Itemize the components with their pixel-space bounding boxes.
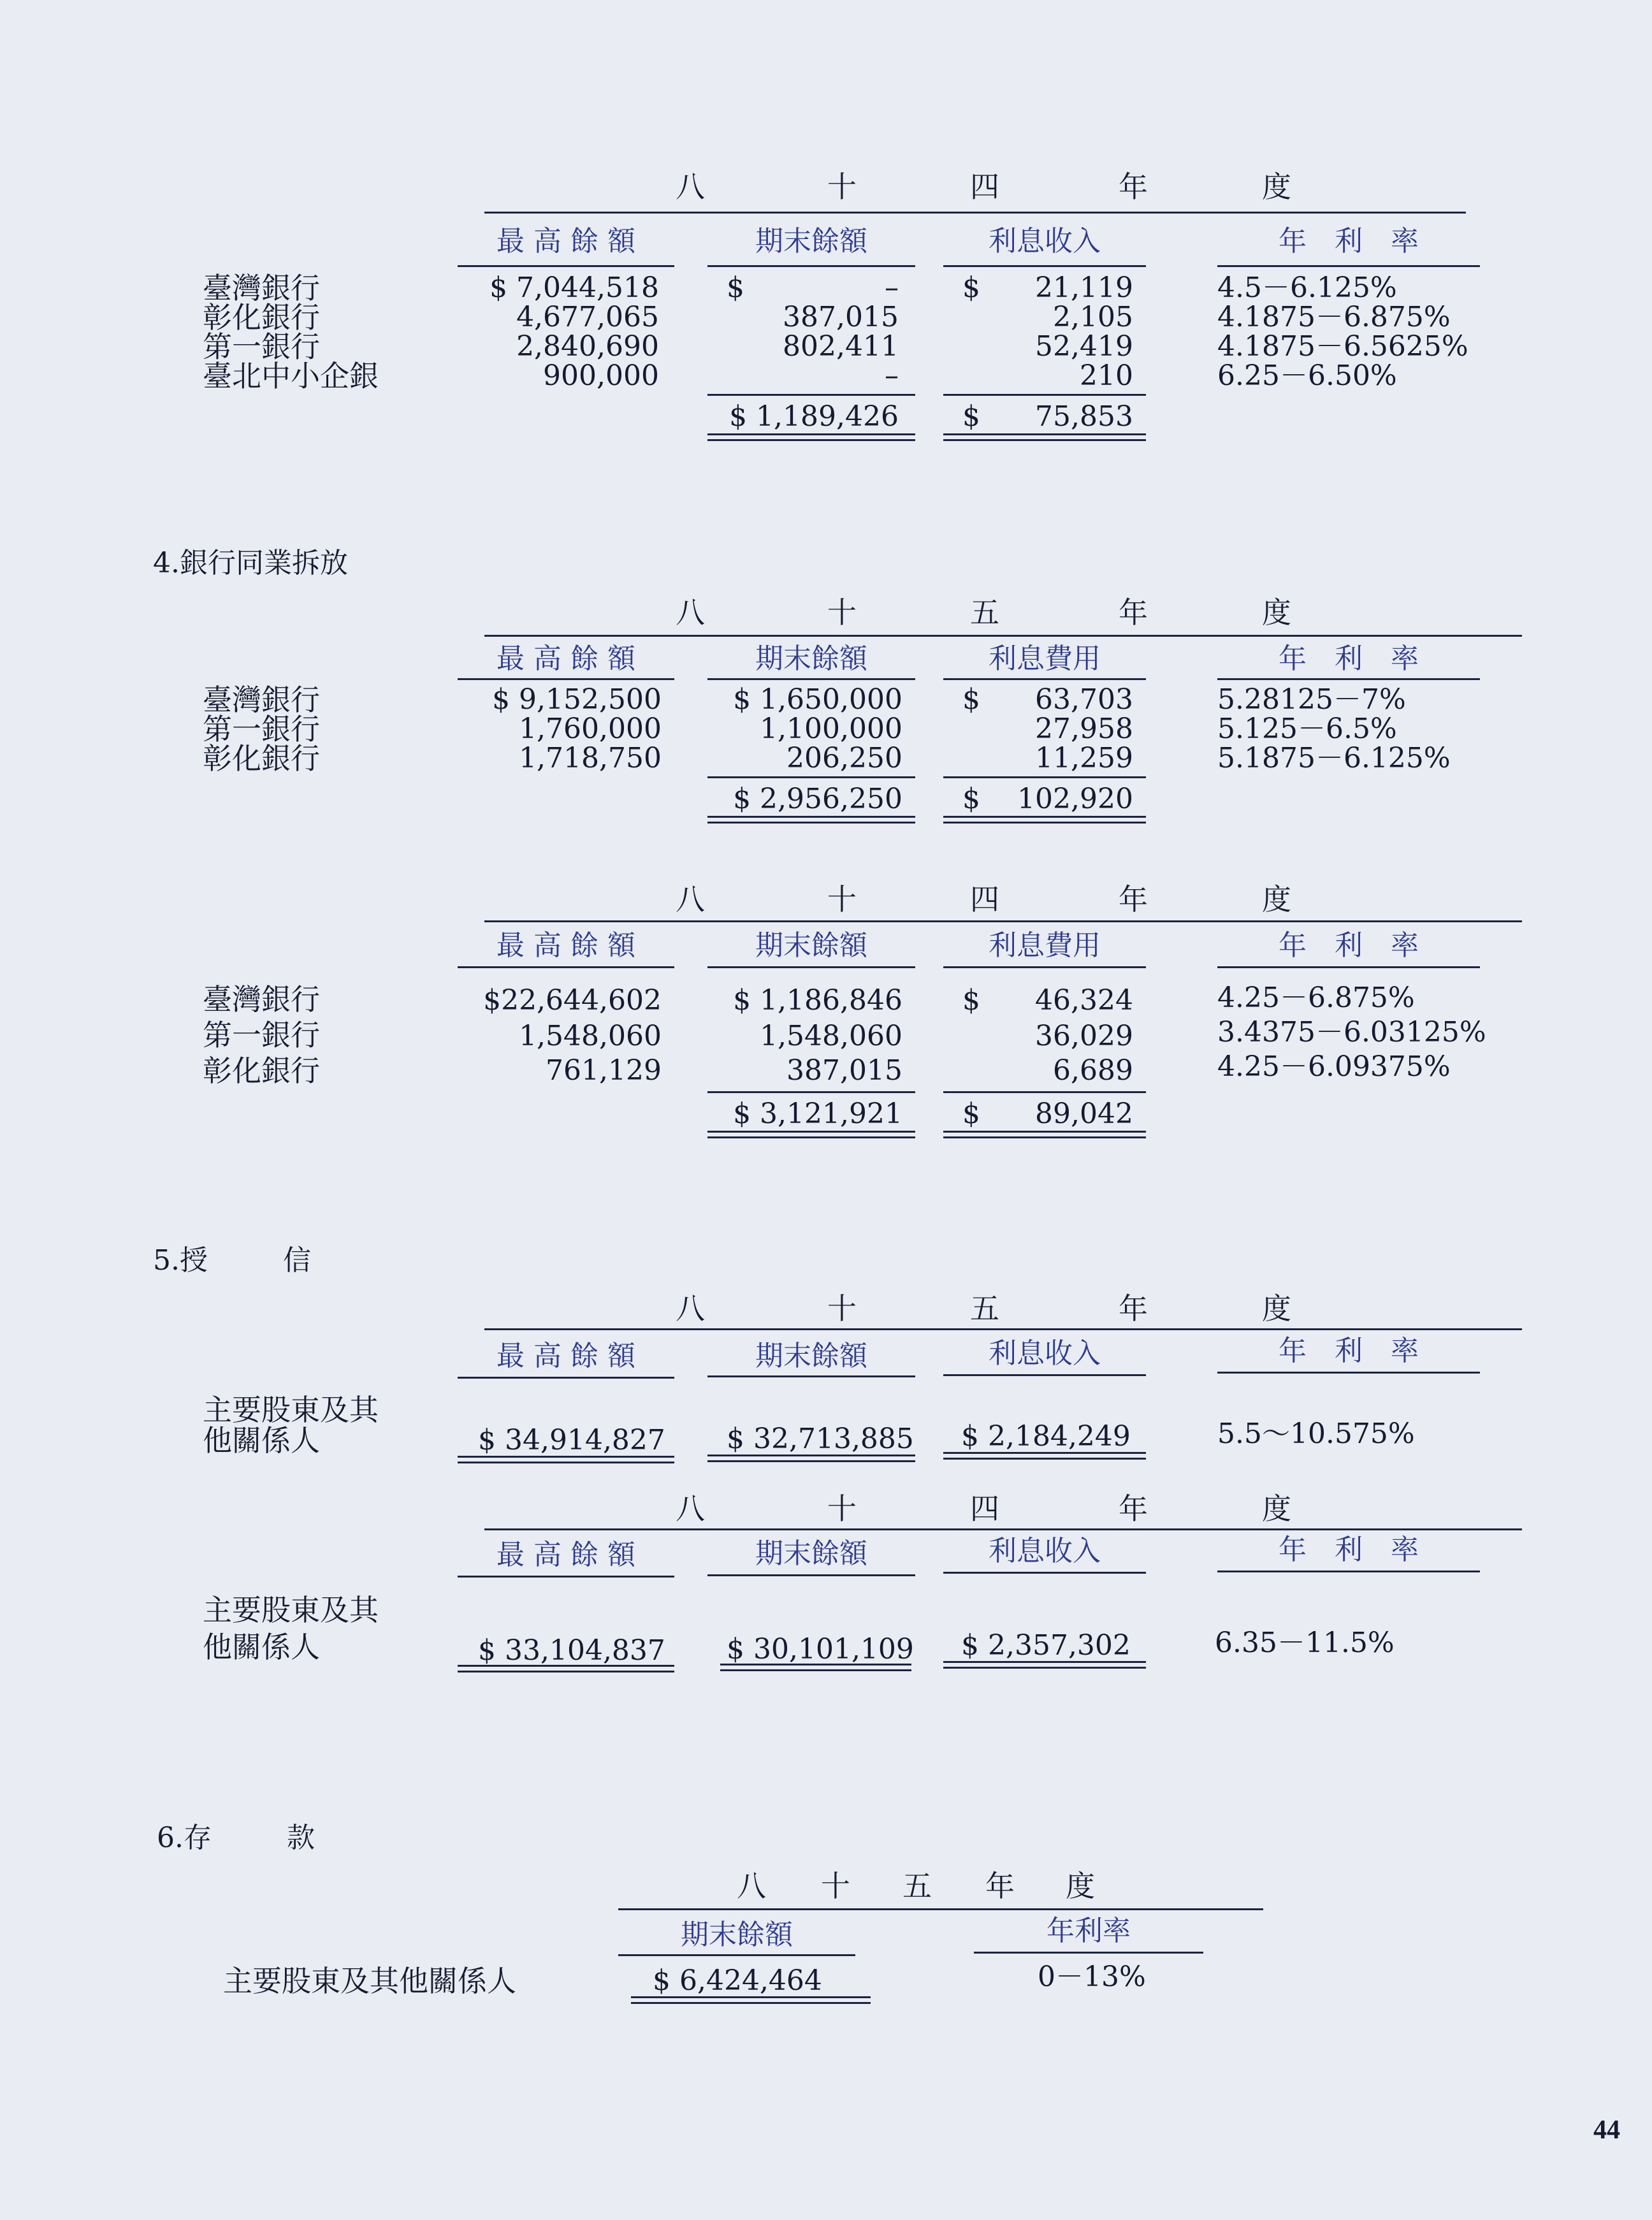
double-underline [943, 433, 1146, 441]
header-underline [707, 1574, 915, 1576]
section-title: 4.銀行同業拆放 [153, 547, 348, 579]
sum-line [943, 394, 1146, 396]
header-underline [458, 678, 674, 680]
header-underline [1217, 265, 1480, 267]
header-underline [458, 1377, 674, 1379]
annual-rate: 6.35－11.5% [1215, 1627, 1395, 1659]
header-underline [1217, 1372, 1480, 1374]
year-char: 年 [1119, 882, 1148, 917]
end-balance: – [885, 272, 899, 304]
bank-name: 臺灣銀行 [203, 271, 320, 305]
double-underline [707, 1455, 915, 1462]
end-balance: 206,250 [786, 742, 902, 774]
double-underline [631, 1996, 871, 2004]
year-underline [484, 212, 1466, 214]
interest: 210 [1080, 359, 1133, 392]
annual-rate: 4.5－6.125% [1217, 272, 1397, 304]
year-underline [484, 1528, 1522, 1530]
year-char: 八 [676, 1491, 705, 1526]
year-char: 八 [737, 1869, 766, 1903]
interest: 6,689 [1053, 1054, 1133, 1087]
party-name-line1: 主要股東及其 [203, 1593, 379, 1627]
dollar-sign: $ [962, 683, 980, 716]
end-balance: $ 6,424,464 [653, 1964, 822, 1997]
end-balance: 1,548,060 [760, 1020, 902, 1052]
double-underline [943, 1452, 1146, 1460]
col-header-end-balance: 期末餘額 [755, 1340, 867, 1372]
dollar-sign: $ [962, 400, 980, 433]
party-name-line2: 他關係人 [203, 1630, 320, 1664]
dollar-sign: $ [962, 1098, 980, 1130]
header-underline [943, 966, 1146, 968]
end-balance: 387,015 [786, 1054, 902, 1087]
col-header-end-balance: 期末餘額 [681, 1919, 793, 1951]
max-balance: 4,677,065 [516, 301, 659, 333]
year-char: 度 [1262, 882, 1291, 917]
header-underline [458, 265, 674, 267]
year-char: 度 [1066, 1869, 1095, 1903]
double-underline [458, 1456, 674, 1463]
dollar-sign: $ [727, 272, 744, 304]
year-char: 五 [902, 1869, 932, 1903]
bank-name: 第一銀行 [203, 1018, 320, 1052]
end-balance: 1,100,000 [760, 713, 902, 745]
dollar-sign: $ [962, 783, 980, 815]
year-char: 度 [1262, 595, 1291, 630]
interest: $ 2,357,302 [961, 1629, 1131, 1662]
end-balance: 387,015 [783, 301, 899, 333]
col-header-annual-rate: 年利率 [1047, 1915, 1131, 1947]
year-char: 十 [821, 1869, 850, 1903]
header-underline [943, 1572, 1146, 1574]
annual-rate: 3.4375－6.03125% [1217, 1016, 1486, 1048]
header-underline [943, 1374, 1146, 1376]
header-underline [1217, 966, 1480, 968]
year-char: 度 [1262, 1291, 1291, 1326]
header-underline [458, 1576, 674, 1578]
col-header-annual-rate: 年 利 率 [1279, 929, 1419, 962]
double-underline [943, 1661, 1146, 1669]
bank-name: 臺北中小企銀 [203, 359, 379, 393]
year-char: 度 [1262, 170, 1291, 204]
double-underline [720, 1664, 911, 1671]
col-header-interest-income: 利息收入 [989, 225, 1101, 258]
max-balance: $ 33,104,837 [478, 1634, 665, 1667]
party-name-line1: 主要股東及其 [203, 1393, 379, 1427]
header-underline [974, 1952, 1203, 1954]
party-name: 主要股東及其他關係人 [223, 1964, 516, 1998]
double-underline [707, 433, 915, 441]
max-balance: 1,718,750 [519, 742, 662, 774]
year-char: 五 [970, 1291, 999, 1326]
annual-rate: 4.1875－6.5625% [1217, 330, 1468, 363]
double-underline [458, 1665, 674, 1672]
double-underline [707, 816, 915, 823]
col-header-end-balance: 期末餘額 [755, 1537, 867, 1570]
bank-name: 第一銀行 [203, 330, 320, 364]
interest: 11,259 [1035, 742, 1133, 774]
max-balance: $ 7,044,518 [489, 272, 659, 304]
bank-name: 臺灣銀行 [203, 683, 320, 717]
year-char: 十 [827, 1491, 857, 1526]
double-underline [943, 1131, 1146, 1138]
end-balance: 802,411 [783, 330, 899, 363]
bank-name: 彰化銀行 [203, 1054, 320, 1088]
max-balance: 1,760,000 [519, 713, 662, 745]
col-header-end-balance: 期末餘額 [755, 225, 867, 258]
header-underline [707, 265, 915, 267]
interest: 27,958 [1035, 713, 1133, 745]
page-number: 44 [1593, 2115, 1620, 2145]
annual-rate: 5.1875－6.125% [1217, 742, 1451, 774]
col-header-annual-rate: 年 利 率 [1279, 642, 1419, 675]
section-title-number: 6.存 [157, 1822, 212, 1854]
year-char: 十 [827, 595, 857, 630]
max-balance: 900,000 [543, 359, 659, 392]
annual-rate: 4.25－6.875% [1217, 982, 1415, 1014]
total-end-balance: $ 3,121,921 [733, 1098, 902, 1130]
col-header-annual-rate: 年 利 率 [1279, 1335, 1419, 1367]
col-header-interest-expense: 利息費用 [989, 929, 1101, 962]
col-header-max-balance: 最 高 餘 額 [496, 929, 635, 962]
section-title-text: 信 [283, 1244, 311, 1277]
year-char: 年 [1119, 170, 1148, 204]
double-underline [707, 1131, 915, 1138]
interest: 63,703 [1035, 683, 1133, 716]
max-balance: $ 9,152,500 [492, 683, 662, 716]
interest: 46,324 [1035, 984, 1133, 1017]
max-balance: 761,129 [546, 1054, 662, 1087]
max-balance: $ 34,914,827 [478, 1424, 665, 1456]
dollar-sign: $ [962, 984, 980, 1017]
total-interest: 102,920 [1017, 783, 1133, 815]
year-char: 四 [970, 1491, 999, 1526]
year-char: 十 [827, 882, 857, 917]
total-interest: 89,042 [1035, 1098, 1133, 1130]
annual-rate: 5.28125－7% [1217, 683, 1406, 716]
sum-line [707, 1091, 915, 1093]
col-header-end-balance: 期末餘額 [755, 929, 867, 962]
end-balance: $ 30,101,109 [727, 1633, 914, 1665]
year-char: 八 [676, 595, 705, 630]
col-header-max-balance: 最 高 餘 額 [496, 225, 635, 258]
header-underline [707, 966, 915, 968]
interest: 21,119 [1035, 272, 1133, 304]
max-balance: 1,548,060 [519, 1020, 662, 1052]
header-underline [707, 678, 915, 680]
year-underline [618, 1908, 1263, 1910]
total-end-balance: $ 2,956,250 [733, 783, 902, 815]
sum-line [943, 1091, 1146, 1093]
col-header-interest-expense: 利息費用 [989, 642, 1101, 675]
header-underline [1217, 1571, 1480, 1572]
double-underline [943, 816, 1146, 823]
annual-rate: 5.125－6.5% [1217, 713, 1397, 745]
header-underline [707, 1375, 915, 1377]
header-underline [943, 678, 1146, 680]
interest: $ 2,184,249 [961, 1420, 1131, 1453]
year-char: 四 [970, 170, 999, 204]
section-title-number: 5.授 [153, 1244, 208, 1277]
year-char: 八 [676, 1291, 705, 1326]
sum-line [943, 776, 1146, 778]
year-underline [484, 635, 1522, 637]
header-underline [1217, 678, 1480, 680]
year-char: 年 [1119, 595, 1148, 630]
party-name-line2: 他關係人 [203, 1423, 320, 1458]
dollar-sign: $ [962, 272, 980, 304]
col-header-end-balance: 期末餘額 [755, 642, 867, 675]
max-balance: $22,644,602 [483, 984, 662, 1017]
year-char: 四 [970, 882, 999, 917]
section-title-text: 款 [287, 1822, 315, 1854]
col-header-max-balance: 最 高 餘 額 [496, 1340, 635, 1372]
year-char: 八 [676, 882, 705, 917]
col-header-max-balance: 最 高 餘 額 [496, 642, 635, 675]
col-header-max-balance: 最 高 餘 額 [496, 1539, 635, 1571]
year-char: 十 [827, 1291, 857, 1326]
bank-name: 臺灣銀行 [203, 982, 320, 1017]
interest: 52,419 [1035, 330, 1133, 363]
max-balance: 2,840,690 [516, 330, 659, 363]
year-char: 年 [1119, 1491, 1148, 1526]
year-char: 年 [985, 1869, 1015, 1903]
col-header-interest-income: 利息收入 [989, 1337, 1101, 1370]
sum-line [707, 776, 915, 778]
year-char: 年 [1119, 1291, 1148, 1326]
annual-rate: 4.25－6.09375% [1217, 1050, 1451, 1083]
annual-rate: 5.5～10.575% [1217, 1418, 1415, 1450]
end-balance: – [885, 359, 899, 392]
year-char: 十 [827, 170, 857, 204]
total-interest: 75,853 [1035, 400, 1133, 433]
end-balance: $ 1,186,846 [733, 984, 902, 1017]
bank-name: 彰化銀行 [203, 741, 320, 776]
year-char: 度 [1262, 1491, 1291, 1526]
col-header-interest-income: 利息收入 [989, 1535, 1101, 1567]
interest: 2,105 [1053, 301, 1133, 333]
year-underline [484, 920, 1522, 922]
year-char: 八 [676, 170, 705, 204]
end-balance: $ 32,713,885 [727, 1423, 914, 1455]
interest: 36,029 [1035, 1020, 1133, 1052]
annual-rate: 4.1875－6.875% [1217, 301, 1451, 333]
year-char: 五 [970, 595, 999, 630]
sum-line [707, 394, 915, 396]
header-underline [943, 265, 1146, 267]
bank-name: 彰化銀行 [203, 300, 320, 335]
end-balance: $ 1,650,000 [733, 683, 902, 716]
col-header-annual-rate: 年 利 率 [1279, 1534, 1419, 1566]
annual-rate: 0－13% [1038, 1961, 1146, 1993]
year-underline [484, 1328, 1522, 1330]
bank-name: 第一銀行 [203, 712, 320, 746]
header-underline [458, 966, 674, 968]
col-header-annual-rate: 年 利 率 [1279, 225, 1419, 258]
header-underline [618, 1954, 855, 1956]
annual-rate: 6.25－6.50% [1217, 359, 1397, 392]
total-end-balance: $ 1,189,426 [729, 400, 899, 433]
